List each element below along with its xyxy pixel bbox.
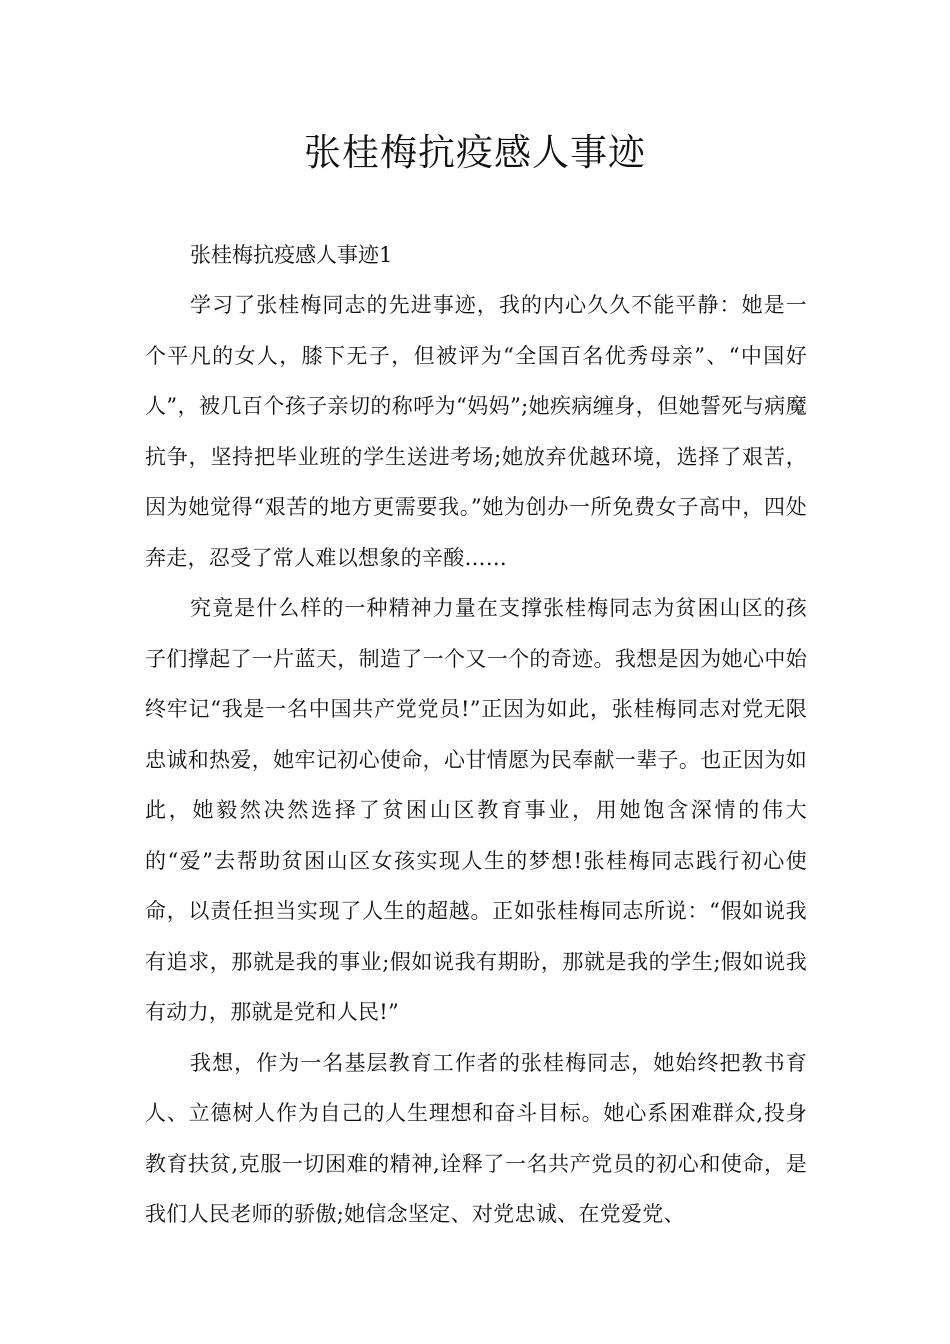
- paragraph-2: 究竟是什么样的一种精神力量在支撑张桂梅同志为贫困山区的孩子们撑起了一片蓝天，制造了一个又一个的奇迹。我想是因为她心中始终牢记“我是一名中国共产党党员!”正因为如此，张桂梅同志对党无限忠诚和热爱，她牢记初心使命，心甘情愿为民奉献一辈子。也正因为如此，她毅然决然选择了贫困山区教育事业，用她饱含深情的伟大的“爱”去帮助贫困山区女孩实现人生的梦想!张桂梅同志践行初心使命，以责任担当实现了人生的超越。正如张桂梅同志所说：“假如说我有追求，那就是我的事业;假如说我有期盼，那就是我的学生;假如说我有动力，那就是党和人民!”: [145, 596, 807, 1024]
- document-body: [145, 230, 807, 1240]
- section-heading: 张桂梅抗疫感人事迹1: [190, 243, 393, 267]
- document-title: 张桂梅抗疫感人事迹: [304, 131, 646, 174]
- paragraph-3: 我想，作为一名基层教育工作者的张桂梅同志，她始终把教书育人、立德树人作为自己的人生理想和奋斗目标。她心系困难群众,投身教育扶贫,克服一切困难的精神,诠释了一名共产党员的初心和使命，是我们人民老师的骄傲;她信念坚定、对党忠诚、在党爱党、: [145, 1050, 807, 1226]
- paragraph-1: 学习了张桂梅同志的先进事迹，我的内心久久不能平静：她是一个平凡的女人，膝下无子，但被评为“全国百名优秀母亲”、“中国好人”，被几百个孩子亲切的称呼为“妈妈”;她疾病缠身，但她誓死与病魔抗争，坚持把毕业班的学生送进考场;她放弃优越环境，选择了艰苦，因为她觉得“艰苦的地方更需要我。”她为创办一所免费女子高中，四处奔走，忍受了常人难以想象的辛酸……: [145, 293, 807, 570]
